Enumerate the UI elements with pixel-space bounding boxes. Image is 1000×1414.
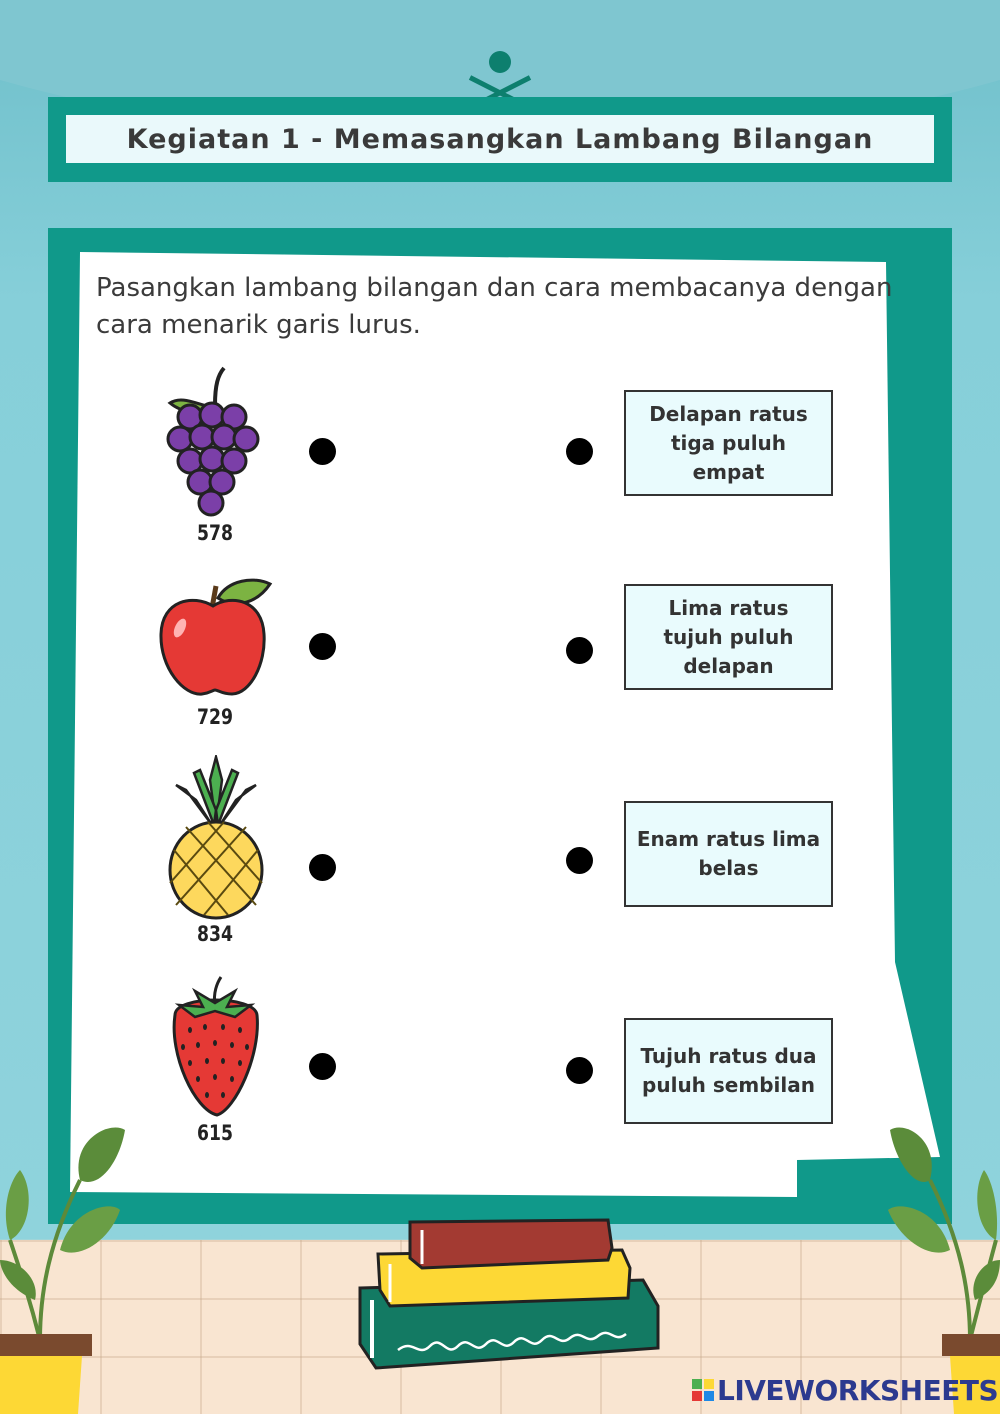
grape-icon (160, 365, 270, 520)
brand-logo (692, 1373, 998, 1407)
answer-box: Delapan ratus tiga puluh empat (624, 390, 833, 496)
page-title: Kegiatan 1 - Memasangkan Lambang Bilangan (126, 123, 874, 155)
hanger-pin (489, 51, 511, 73)
books-stack-icon (358, 1218, 663, 1373)
right-match-dot[interactable] (566, 847, 593, 874)
potted-plant-icon (0, 1120, 130, 1414)
right-match-dot[interactable] (566, 1057, 593, 1084)
liveworksheets-logo-icon (692, 1379, 714, 1401)
right-match-dot[interactable] (566, 637, 593, 664)
title-frame (48, 97, 952, 182)
potted-plant-icon (880, 1120, 1000, 1414)
left-match-dot[interactable] (309, 1053, 336, 1080)
brand-name: LIVEWORKSHEETS (717, 1373, 999, 1407)
number-label: 615 (197, 1121, 233, 1145)
number-label: 729 (197, 705, 233, 729)
pineapple-icon (166, 755, 266, 920)
strawberry-icon (165, 975, 265, 1120)
title-strip (66, 115, 934, 163)
instruction-text: Pasangkan lambang bilangan dan cara membacanya dengan cara menarik garis lurus. (96, 273, 893, 340)
right-match-dot[interactable] (566, 438, 593, 465)
answer-box: Tujuh ratus dua puluh sembilan (624, 1018, 833, 1124)
answer-box: Lima ratus tujuh puluh delapan (624, 584, 833, 690)
left-match-dot[interactable] (309, 633, 336, 660)
apple-icon (158, 576, 273, 701)
number-label: 578 (197, 521, 233, 545)
left-match-dot[interactable] (309, 854, 336, 881)
answer-box: Enam ratus lima belas (624, 801, 833, 907)
left-match-dot[interactable] (309, 438, 336, 465)
number-label: 834 (197, 922, 233, 946)
